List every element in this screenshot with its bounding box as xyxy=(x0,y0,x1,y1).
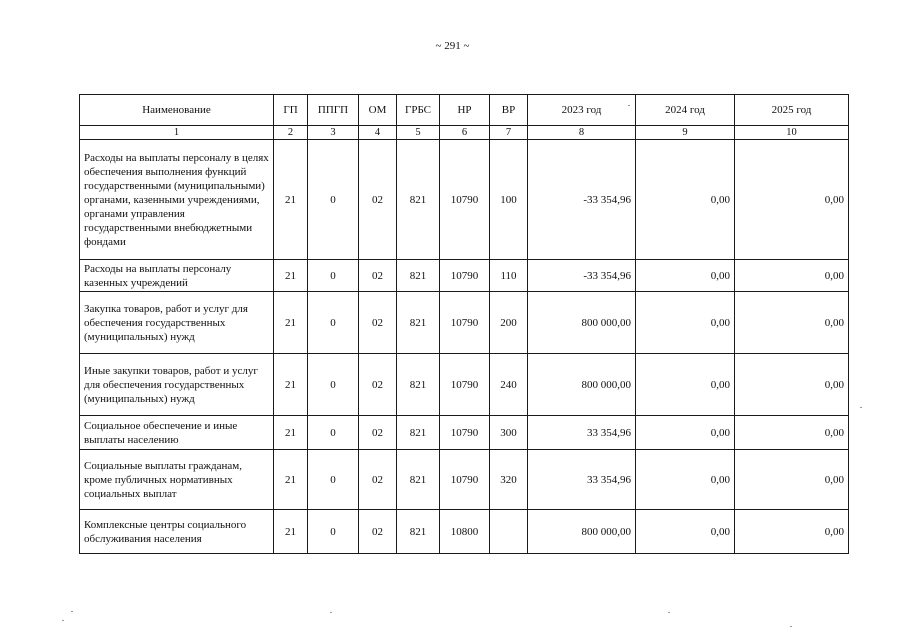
cell-ppgp: 0 xyxy=(308,292,359,354)
cell-2024: 0,00 xyxy=(636,510,735,554)
cell-vr: 300 xyxy=(490,416,528,450)
column-number: 2 xyxy=(274,126,308,140)
cell-2025: 0,00 xyxy=(735,292,849,354)
header-ppgp: ППГП xyxy=(308,95,359,126)
header-2024: 2024 год xyxy=(636,95,735,126)
scan-speck xyxy=(62,620,64,621)
scan-speck xyxy=(668,612,670,613)
cell-nr: 10800 xyxy=(440,510,490,554)
page-number: ~ 291 ~ xyxy=(435,40,470,52)
cell-grbs: 821 xyxy=(397,140,440,260)
header-vr: ВР xyxy=(490,95,528,126)
header-row xyxy=(80,95,849,126)
row-name: Социальное обеспечение и иные выплаты населению xyxy=(80,416,274,450)
header-name: Наименование xyxy=(80,95,274,126)
cell-2025: 0,00 xyxy=(735,260,849,292)
cell-vr: 110 xyxy=(490,260,528,292)
cell-ppgp: 0 xyxy=(308,450,359,510)
cell-2025: 0,00 xyxy=(735,354,849,416)
cell-2024: 0,00 xyxy=(636,140,735,260)
cell-nr: 10790 xyxy=(440,260,490,292)
cell-grbs: 821 xyxy=(397,450,440,510)
cell-2024: 0,00 xyxy=(636,450,735,510)
cell-2024: 0,00 xyxy=(636,260,735,292)
cell-grbs: 821 xyxy=(397,416,440,450)
table-row xyxy=(80,510,849,554)
cell-vr: 320 xyxy=(490,450,528,510)
header-om: ОМ xyxy=(359,95,397,126)
row-name: Комплексные центры социального обслуживания населения xyxy=(80,510,274,554)
cell-om: 02 xyxy=(359,260,397,292)
cell-ppgp: 0 xyxy=(308,510,359,554)
row-name: Расходы на выплаты персоналу казенных учреждений xyxy=(80,260,274,292)
cell-grbs: 821 xyxy=(397,260,440,292)
cell-nr: 10790 xyxy=(440,416,490,450)
cell-2023: -33 354,96 xyxy=(528,140,636,260)
cell-2025: 0,00 xyxy=(735,140,849,260)
cell-2024: 0,00 xyxy=(636,416,735,450)
cell-om: 02 xyxy=(359,416,397,450)
column-number: 3 xyxy=(308,126,359,140)
cell-2025: 0,00 xyxy=(735,450,849,510)
cell-2024: 0,00 xyxy=(636,292,735,354)
column-number: 9 xyxy=(636,126,735,140)
table-row xyxy=(80,450,849,510)
cell-nr: 10790 xyxy=(440,292,490,354)
cell-2023: -33 354,96 xyxy=(528,260,636,292)
cell-nr: 10790 xyxy=(440,354,490,416)
cell-vr: 200 xyxy=(490,292,528,354)
cell-nr: 10790 xyxy=(440,140,490,260)
budget-table xyxy=(79,94,849,554)
cell-om: 02 xyxy=(359,510,397,554)
cell-vr xyxy=(490,510,528,554)
cell-2023: 800 000,00 xyxy=(528,510,636,554)
header-grbs: ГРБС xyxy=(397,95,440,126)
cell-2023: 800 000,00 xyxy=(528,292,636,354)
cell-ppgp: 0 xyxy=(308,416,359,450)
cell-2025: 0,00 xyxy=(735,510,849,554)
scan-speck xyxy=(330,612,332,613)
table-row xyxy=(80,416,849,450)
column-number-row xyxy=(80,126,849,140)
cell-vr: 100 xyxy=(490,140,528,260)
row-name: Социальные выплаты гражданам, кроме публичных нормативных социальных выплат xyxy=(80,450,274,510)
scan-speck xyxy=(628,105,630,106)
row-name: Расходы на выплаты персоналу в целях обеспечения выполнения функций государственными (муниципальными) органами, казенными учреждениями, органами управления государственными внебюджетными фондами xyxy=(80,140,274,260)
cell-gp: 21 xyxy=(274,510,308,554)
scan-speck xyxy=(71,611,73,612)
cell-nr: 10790 xyxy=(440,450,490,510)
cell-gp: 21 xyxy=(274,354,308,416)
cell-gp: 21 xyxy=(274,416,308,450)
table-row xyxy=(80,140,849,260)
cell-2024: 0,00 xyxy=(636,354,735,416)
row-name: Закупка товаров, работ и услуг для обеспечения государственных (муниципальных) нужд xyxy=(80,292,274,354)
column-number: 5 xyxy=(397,126,440,140)
header-2025: 2025 год xyxy=(735,95,849,126)
header-gp: ГП xyxy=(274,95,308,126)
cell-vr: 240 xyxy=(490,354,528,416)
table-row xyxy=(80,354,849,416)
cell-2025: 0,00 xyxy=(735,416,849,450)
header-2023: 2023 год xyxy=(528,95,636,126)
cell-gp: 21 xyxy=(274,292,308,354)
cell-om: 02 xyxy=(359,292,397,354)
scan-speck xyxy=(860,407,862,408)
cell-gp: 21 xyxy=(274,260,308,292)
row-name: Иные закупки товаров, работ и услуг для обеспечения государственных (муниципальных) нужд xyxy=(80,354,274,416)
table-row xyxy=(80,260,849,292)
column-number: 4 xyxy=(359,126,397,140)
cell-om: 02 xyxy=(359,354,397,416)
cell-gp: 21 xyxy=(274,450,308,510)
cell-om: 02 xyxy=(359,140,397,260)
column-number: 7 xyxy=(490,126,528,140)
cell-om: 02 xyxy=(359,450,397,510)
column-number: 10 xyxy=(735,126,849,140)
cell-gp: 21 xyxy=(274,140,308,260)
header-nr: НР xyxy=(440,95,490,126)
cell-ppgp: 0 xyxy=(308,354,359,416)
column-number: 6 xyxy=(440,126,490,140)
column-number: 8 xyxy=(528,126,636,140)
scan-speck xyxy=(790,626,792,627)
cell-2023: 33 354,96 xyxy=(528,416,636,450)
cell-grbs: 821 xyxy=(397,354,440,416)
table-row xyxy=(80,292,849,354)
cell-2023: 33 354,96 xyxy=(528,450,636,510)
column-number: 1 xyxy=(80,126,274,140)
cell-2023: 800 000,00 xyxy=(528,354,636,416)
cell-ppgp: 0 xyxy=(308,260,359,292)
cell-grbs: 821 xyxy=(397,292,440,354)
cell-grbs: 821 xyxy=(397,510,440,554)
cell-ppgp: 0 xyxy=(308,140,359,260)
